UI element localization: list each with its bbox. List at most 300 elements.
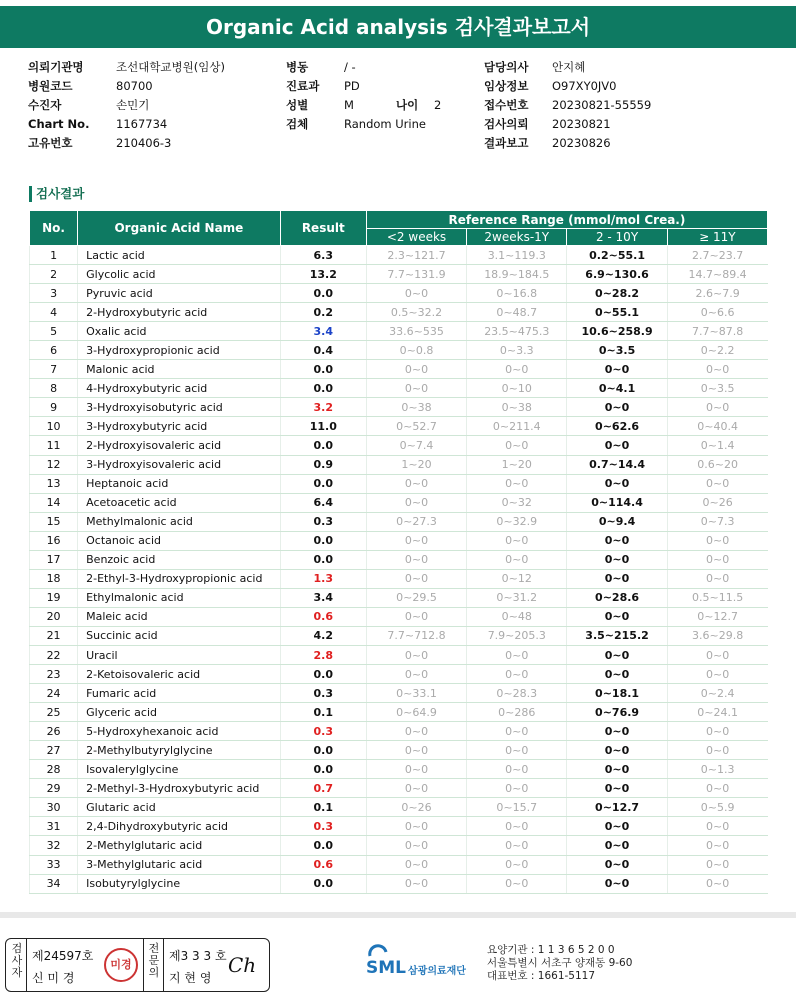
signature-box	[5, 938, 270, 992]
info-row	[28, 77, 278, 96]
cell-ref-lt2w: 0~0	[366, 855, 466, 874]
cell-ref-lt2w: 7.7~712.8	[366, 626, 466, 645]
cell-ref-11y: 3.6~29.8	[667, 626, 767, 645]
institution-info	[487, 944, 632, 983]
cell-ref-2-10y: 0~0	[567, 665, 667, 684]
cell-ref-2-10y: 0~0	[567, 722, 667, 741]
cell-ref-2-10y: 0~55.1	[567, 303, 667, 322]
cell-no: 25	[30, 703, 78, 722]
cell-ref-lt2w: 0~0	[366, 569, 466, 588]
report-title: Organic Acid analysis 검사결과보고서	[0, 6, 796, 48]
cell-ref-11y: 0~0	[667, 817, 767, 836]
cell-ref-2w1y: 0~0	[467, 645, 567, 664]
cell-result: 3.4	[280, 588, 366, 607]
cell-ref-lt2w: 2.3~121.7	[366, 246, 466, 265]
cell-ref-11y: 0~2.4	[667, 684, 767, 703]
cell-result: 3.2	[280, 398, 366, 417]
footer	[0, 912, 796, 996]
cell-ref-11y: 7.7~87.8	[667, 322, 767, 341]
cell-ref-2-10y: 0~12.7	[567, 798, 667, 817]
table-row	[30, 779, 768, 798]
cell-name: 2-Methyl-3-Hydroxybutyric acid	[78, 779, 281, 798]
cell-ref-2w1y: 0~0	[467, 665, 567, 684]
cell-result: 0.9	[280, 455, 366, 474]
cell-ref-2-10y: 3.5~215.2	[567, 626, 667, 645]
cell-ref-2-10y: 0~28.2	[567, 284, 667, 303]
cell-no: 34	[30, 874, 78, 893]
cell-ref-11y: 0~0	[667, 836, 767, 855]
cell-ref-2-10y: 6.9~130.6	[567, 265, 667, 284]
cell-result: 0.0	[280, 436, 366, 455]
examiner-seal: 미경	[104, 948, 138, 982]
cell-ref-2w1y: 0~0	[467, 360, 567, 379]
cell-no: 19	[30, 588, 78, 607]
cell-ref-11y: 0~26	[667, 493, 767, 512]
cell-ref-11y: 0~1.4	[667, 436, 767, 455]
cell-ref-lt2w: 0~0	[366, 493, 466, 512]
cell-ref-11y: 0~6.6	[667, 303, 767, 322]
cell-ref-2-10y: 0~28.6	[567, 588, 667, 607]
cell-ref-2w1y: 0~0	[467, 550, 567, 569]
info-value: 손민기	[116, 98, 150, 112]
cell-ref-2w1y: 1~20	[467, 455, 567, 474]
table-row	[30, 360, 768, 379]
cell-no: 26	[30, 722, 78, 741]
section-title: 검사결과	[29, 186, 84, 202]
cell-no: 24	[30, 684, 78, 703]
cell-ref-11y: 0~0	[667, 550, 767, 569]
cell-ref-2-10y: 0~3.5	[567, 341, 667, 360]
cell-name: 3-Hydroxybutyric acid	[78, 417, 281, 436]
table-row	[30, 855, 768, 874]
cell-name: Uracil	[78, 645, 281, 664]
info-label: 병동	[286, 60, 309, 74]
table-row	[30, 436, 768, 455]
info-row	[286, 115, 476, 134]
results-table	[29, 210, 768, 894]
table-row	[30, 341, 768, 360]
cell-name: Pyruvic acid	[78, 284, 281, 303]
info-row	[28, 58, 278, 77]
cell-ref-2-10y: 0~0	[567, 360, 667, 379]
table-row	[30, 817, 768, 836]
cell-result: 0.1	[280, 703, 366, 722]
cell-ref-2-10y: 0~0	[567, 398, 667, 417]
cell-name: Methylmalonic acid	[78, 512, 281, 531]
info-row	[484, 134, 774, 153]
table-row	[30, 684, 768, 703]
cell-ref-lt2w: 0~33.1	[366, 684, 466, 703]
cell-ref-2w1y: 0~211.4	[467, 417, 567, 436]
cell-no: 20	[30, 607, 78, 626]
age-value: 2	[434, 98, 442, 112]
table-row	[30, 607, 768, 626]
cell-result: 0.0	[280, 665, 366, 684]
table-row	[30, 836, 768, 855]
cell-result: 4.2	[280, 626, 366, 645]
col-reference: Reference Range (mmol/mol Crea.)	[366, 211, 767, 229]
cell-ref-lt2w: 0~0	[366, 817, 466, 836]
examiner-name: 신 미 경	[32, 971, 75, 985]
cell-ref-2w1y: 0~0	[467, 474, 567, 493]
info-value: Random Urine	[344, 117, 426, 131]
col-no: No.	[30, 211, 78, 246]
cell-ref-2w1y: 0~3.3	[467, 341, 567, 360]
col-name: Organic Acid Name	[78, 211, 281, 246]
cell-ref-2-10y: 0~76.9	[567, 703, 667, 722]
cell-ref-2w1y: 0~0	[467, 722, 567, 741]
cell-name: 2-Ethyl-3-Hydroxypropionic acid	[78, 569, 281, 588]
info-value: 210406-3	[116, 136, 172, 150]
table-row	[30, 493, 768, 512]
cell-result: 0.0	[280, 741, 366, 760]
table-row	[30, 531, 768, 550]
cell-ref-2w1y: 0~12	[467, 569, 567, 588]
cell-result: 0.4	[280, 341, 366, 360]
cell-no: 6	[30, 341, 78, 360]
info-label: 성별	[286, 98, 309, 112]
cell-ref-lt2w: 0~0	[366, 645, 466, 664]
cell-ref-lt2w: 0~0	[366, 722, 466, 741]
cell-ref-lt2w: 0~0	[366, 284, 466, 303]
cell-result: 0.6	[280, 855, 366, 874]
cell-ref-11y: 0~0	[667, 722, 767, 741]
cell-ref-11y: 0~0	[667, 779, 767, 798]
cell-ref-11y: 0~12.7	[667, 607, 767, 626]
info-row	[484, 77, 774, 96]
examiner-no: 제24597호	[32, 949, 94, 963]
cell-ref-2-10y: 0.7~14.4	[567, 455, 667, 474]
info-row	[286, 58, 476, 77]
info-row	[286, 77, 476, 96]
patient-info	[28, 58, 778, 154]
cell-result: 2.8	[280, 645, 366, 664]
cell-ref-11y: 0~2.2	[667, 341, 767, 360]
cell-no: 31	[30, 817, 78, 836]
info-value: 80700	[116, 79, 153, 93]
cell-ref-2w1y: 0~38	[467, 398, 567, 417]
cell-no: 11	[30, 436, 78, 455]
cell-no: 17	[30, 550, 78, 569]
cell-name: Maleic acid	[78, 607, 281, 626]
info-label: 수진자	[28, 98, 62, 112]
cell-name: 2-Methylglutaric acid	[78, 836, 281, 855]
info-row	[484, 96, 774, 115]
cell-no: 21	[30, 626, 78, 645]
cell-ref-2w1y: 0~0	[467, 741, 567, 760]
cell-no: 2	[30, 265, 78, 284]
info-row	[28, 134, 278, 153]
cell-ref-2-10y: 0~0	[567, 741, 667, 760]
table-row	[30, 798, 768, 817]
table-row	[30, 284, 768, 303]
info-value: 20230821	[552, 117, 611, 131]
cell-result: 0.3	[280, 512, 366, 531]
cell-ref-2-10y: 0~62.6	[567, 417, 667, 436]
cell-ref-2-10y: 0~114.4	[567, 493, 667, 512]
cell-ref-11y: 0~1.3	[667, 760, 767, 779]
cell-no: 27	[30, 741, 78, 760]
cell-ref-2w1y: 0~0	[467, 531, 567, 550]
cell-name: Lactic acid	[78, 246, 281, 265]
cell-ref-2w1y: 0~28.3	[467, 684, 567, 703]
cell-ref-2w1y: 7.9~205.3	[467, 626, 567, 645]
cell-ref-2w1y: 0~0	[467, 855, 567, 874]
cell-ref-2w1y: 0~0	[467, 760, 567, 779]
cell-ref-2w1y: 0~286	[467, 703, 567, 722]
cell-ref-2w1y: 0~0	[467, 874, 567, 893]
cell-no: 28	[30, 760, 78, 779]
cell-result: 0.1	[280, 798, 366, 817]
cell-name: 2,4-Dihydroxybutyric acid	[78, 817, 281, 836]
cell-no: 7	[30, 360, 78, 379]
cell-no: 14	[30, 493, 78, 512]
info-label: 임상정보	[484, 79, 529, 93]
cell-name: 3-Hydroxyisobutyric acid	[78, 398, 281, 417]
info-row	[286, 96, 476, 115]
cell-ref-2w1y: 0~10	[467, 379, 567, 398]
cell-no: 8	[30, 379, 78, 398]
cell-ref-2-10y: 0~0	[567, 874, 667, 893]
cell-no: 23	[30, 665, 78, 684]
cell-result: 0.0	[280, 760, 366, 779]
cell-result: 0.7	[280, 779, 366, 798]
table-row	[30, 626, 768, 645]
cell-ref-lt2w: 0~0.8	[366, 341, 466, 360]
specialist-no: 제3 3 3 호	[169, 949, 227, 963]
cell-ref-2w1y: 0~0	[467, 836, 567, 855]
cell-result: 0.0	[280, 550, 366, 569]
cell-result: 0.3	[280, 684, 366, 703]
cell-ref-11y: 0~40.4	[667, 417, 767, 436]
age-label: 나이	[396, 98, 419, 112]
cell-ref-2-10y: 0~4.1	[567, 379, 667, 398]
info-label: 의뢰기관명	[28, 60, 84, 74]
specialist-label: 전문의	[148, 942, 160, 979]
cell-ref-lt2w: 0~27.3	[366, 512, 466, 531]
examiner-label: 검사자	[11, 942, 23, 979]
info-row	[484, 115, 774, 134]
cell-ref-lt2w: 33.6~535	[366, 322, 466, 341]
table-row	[30, 512, 768, 531]
cell-ref-2-10y: 0~0	[567, 436, 667, 455]
cell-ref-2w1y: 0~0	[467, 779, 567, 798]
cell-result: 0.0	[280, 284, 366, 303]
table-row	[30, 760, 768, 779]
table-row	[30, 303, 768, 322]
cell-name: Malonic acid	[78, 360, 281, 379]
cell-name: 4-Hydroxybutyric acid	[78, 379, 281, 398]
cell-name: Glycolic acid	[78, 265, 281, 284]
cell-ref-lt2w: 0~0	[366, 741, 466, 760]
cell-ref-lt2w: 0~0	[366, 531, 466, 550]
cell-name: Fumaric acid	[78, 684, 281, 703]
sml-logo	[366, 944, 476, 984]
cell-ref-2-10y: 10.6~258.9	[567, 322, 667, 341]
info-value: 1167734	[116, 117, 168, 131]
cell-no: 29	[30, 779, 78, 798]
cell-no: 22	[30, 645, 78, 664]
info-row	[28, 96, 278, 115]
cell-ref-lt2w: 0~0	[366, 379, 466, 398]
table-row	[30, 569, 768, 588]
cell-name: 2-Ketoisovaleric acid	[78, 665, 281, 684]
cell-no: 16	[30, 531, 78, 550]
info-row	[484, 58, 774, 77]
table-row	[30, 265, 768, 284]
cell-ref-2-10y: 0~0	[567, 836, 667, 855]
institution-address: 서울특별시 서초구 양재동 9-60	[487, 957, 633, 969]
cell-ref-lt2w: 0~0	[366, 760, 466, 779]
cell-ref-2-10y: 0~0	[567, 569, 667, 588]
cell-ref-2w1y: 0~0	[467, 817, 567, 836]
table-row	[30, 455, 768, 474]
cell-name: Heptanoic acid	[78, 474, 281, 493]
info-label: 검체	[286, 117, 309, 131]
cell-name: Isobutyrylglycine	[78, 874, 281, 893]
cell-ref-2-10y: 0~0	[567, 607, 667, 626]
col-ref-3: 2 - 10Y	[567, 229, 667, 246]
cell-ref-2-10y: 0~0	[567, 760, 667, 779]
info-label: 결과보고	[484, 136, 529, 150]
cell-name: 3-Hydroxyisovaleric acid	[78, 455, 281, 474]
cell-result: 1.3	[280, 569, 366, 588]
cell-name: Benzoic acid	[78, 550, 281, 569]
cell-result: 0.3	[280, 722, 366, 741]
cell-ref-11y: 0~7.3	[667, 512, 767, 531]
cell-result: 0.0	[280, 474, 366, 493]
cell-name: 5-Hydroxyhexanoic acid	[78, 722, 281, 741]
specialist-signature: Ch	[228, 953, 257, 977]
cell-ref-11y: 0.6~20	[667, 455, 767, 474]
cell-ref-11y: 14.7~89.4	[667, 265, 767, 284]
cell-ref-11y: 0~3.5	[667, 379, 767, 398]
col-ref-4: ≥ 11Y	[667, 229, 767, 246]
cell-no: 5	[30, 322, 78, 341]
info-row	[28, 115, 278, 134]
cell-ref-11y: 0~0	[667, 665, 767, 684]
cell-ref-2w1y: 0~32	[467, 493, 567, 512]
cell-result: 0.0	[280, 379, 366, 398]
cell-ref-2-10y: 0~0	[567, 855, 667, 874]
cell-ref-lt2w: 0~0	[366, 779, 466, 798]
info-value: PD	[344, 79, 360, 93]
cell-result: 0.2	[280, 303, 366, 322]
cell-ref-11y: 0~0	[667, 874, 767, 893]
cell-ref-2w1y: 23.5~475.3	[467, 322, 567, 341]
cell-ref-11y: 0~0	[667, 531, 767, 550]
info-label: 접수번호	[484, 98, 529, 112]
table-row	[30, 398, 768, 417]
cell-ref-lt2w: 0~7.4	[366, 436, 466, 455]
cell-ref-11y: 0~0	[667, 855, 767, 874]
cell-result: 0.6	[280, 607, 366, 626]
cell-name: Glyceric acid	[78, 703, 281, 722]
cell-ref-lt2w: 0~0	[366, 550, 466, 569]
cell-no: 3	[30, 284, 78, 303]
cell-name: 2-Methylbutyrylglycine	[78, 741, 281, 760]
info-value: 조선대학교병원(임상)	[116, 60, 225, 74]
info-label: 고유번호	[28, 136, 73, 150]
cell-ref-11y: 0~0	[667, 474, 767, 493]
cell-ref-11y: 2.6~7.9	[667, 284, 767, 303]
table-row	[30, 474, 768, 493]
cell-ref-lt2w: 7.7~131.9	[366, 265, 466, 284]
cell-name: Acetoacetic acid	[78, 493, 281, 512]
cell-no: 1	[30, 246, 78, 265]
cell-no: 18	[30, 569, 78, 588]
info-value: 20230821-55559	[552, 98, 652, 112]
cell-ref-lt2w: 1~20	[366, 455, 466, 474]
cell-no: 15	[30, 512, 78, 531]
logo-text: SML	[366, 958, 406, 978]
cell-ref-2w1y: 0~0	[467, 436, 567, 455]
cell-ref-2-10y: 0~0	[567, 779, 667, 798]
cell-name: 2-Hydroxyisovaleric acid	[78, 436, 281, 455]
info-label: Chart No.	[28, 117, 90, 131]
table-row	[30, 379, 768, 398]
cell-ref-lt2w: 0~38	[366, 398, 466, 417]
cell-name: Oxalic acid	[78, 322, 281, 341]
cell-ref-11y: 0.5~11.5	[667, 588, 767, 607]
cell-result: 0.0	[280, 360, 366, 379]
cell-ref-lt2w: 0~0	[366, 360, 466, 379]
table-row	[30, 741, 768, 760]
cell-result: 0.0	[280, 531, 366, 550]
table-row	[30, 550, 768, 569]
cell-ref-lt2w: 0.5~32.2	[366, 303, 466, 322]
cell-ref-11y: 0~0	[667, 360, 767, 379]
info-value: 안지혜	[552, 60, 586, 74]
cell-no: 9	[30, 398, 78, 417]
cell-result: 6.3	[280, 246, 366, 265]
table-row	[30, 645, 768, 664]
cell-name: Ethylmalonic acid	[78, 588, 281, 607]
col-ref-2: 2weeks-1Y	[467, 229, 567, 246]
cell-ref-2w1y: 0~32.9	[467, 512, 567, 531]
cell-no: 4	[30, 303, 78, 322]
cell-ref-11y: 0~0	[667, 398, 767, 417]
info-label: 검사의뢰	[484, 117, 529, 131]
table-row	[30, 665, 768, 684]
table-row	[30, 417, 768, 436]
cell-no: 10	[30, 417, 78, 436]
col-ref-1: <2 weeks	[366, 229, 466, 246]
cell-name: 3-Hydroxypropionic acid	[78, 341, 281, 360]
logo-subtext: 삼광의료재단	[408, 966, 466, 977]
table-row	[30, 722, 768, 741]
info-value: / -	[344, 60, 356, 74]
info-label: 담당의사	[484, 60, 529, 74]
cell-ref-2-10y: 0~9.4	[567, 512, 667, 531]
cell-ref-lt2w: 0~0	[366, 874, 466, 893]
cell-ref-lt2w: 0~0	[366, 665, 466, 684]
cell-ref-2-10y: 0~18.1	[567, 684, 667, 703]
table-row	[30, 703, 768, 722]
cell-ref-2w1y: 18.9~184.5	[467, 265, 567, 284]
cell-ref-lt2w: 0~64.9	[366, 703, 466, 722]
cell-result: 11.0	[280, 417, 366, 436]
cell-no: 33	[30, 855, 78, 874]
cell-result: 0.0	[280, 874, 366, 893]
cell-ref-11y: 0~0	[667, 645, 767, 664]
cell-ref-11y: 0~24.1	[667, 703, 767, 722]
cell-ref-2w1y: 0~16.8	[467, 284, 567, 303]
cell-name: Isovalerylglycine	[78, 760, 281, 779]
cell-result: 13.2	[280, 265, 366, 284]
cell-ref-lt2w: 0~26	[366, 798, 466, 817]
cell-no: 13	[30, 474, 78, 493]
